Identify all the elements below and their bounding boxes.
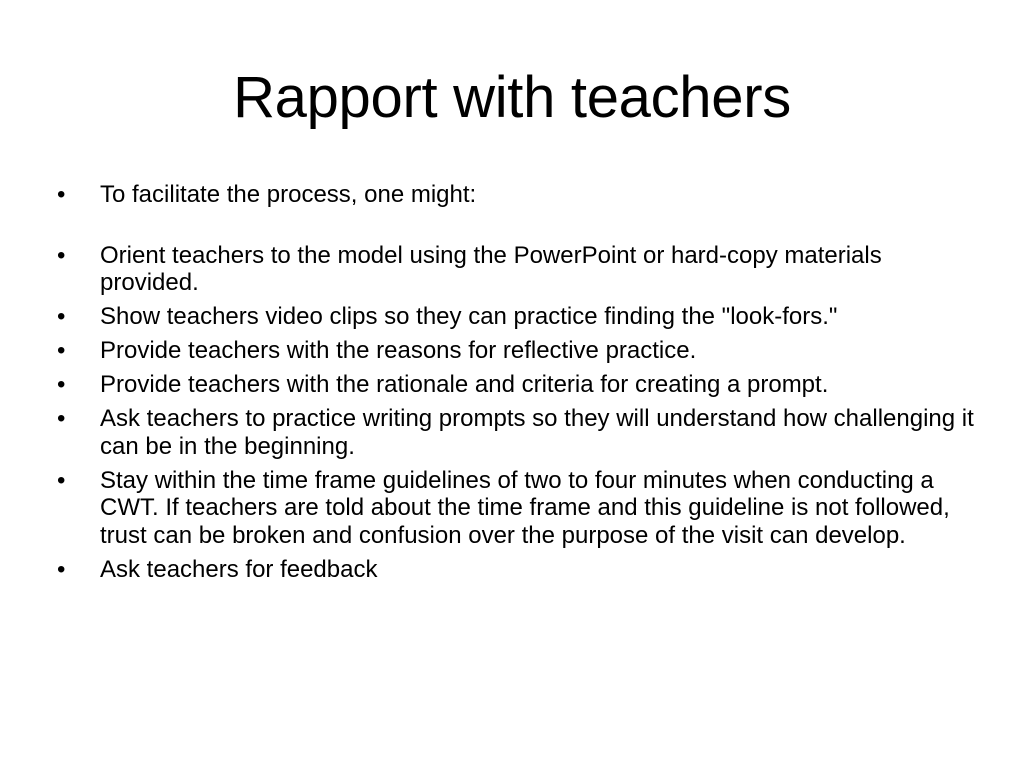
bullet-item [57, 405, 977, 460]
bullet-text: To facilitate the process, one might: [100, 181, 477, 208]
slide-title: Rapport with teachers [233, 65, 791, 130]
bullet-item [57, 467, 977, 550]
bullet-text: Ask teachers for feedback [100, 555, 378, 583]
bullet-dot-icon: • [57, 371, 66, 398]
bullet-list [57, 181, 977, 590]
bullet-item [57, 181, 977, 209]
bullet-dot-icon: • [57, 466, 66, 494]
bullet-text: Provide teachers with the rationale and criteria for creating a prompt. [100, 371, 829, 398]
bullet-dot-icon: • [57, 555, 66, 583]
bullet-text: Provide teachers with the reasons for reflective practice. [100, 337, 697, 364]
bullet-item [57, 371, 977, 399]
bullet-item [57, 242, 977, 297]
bullet-item [57, 337, 977, 365]
bullet-text: Ask teachers to practice writing prompts so they will understand how challenging it can be in the beginning. [100, 405, 974, 460]
bullet-item [57, 303, 977, 331]
bullet-text: Stay within the time frame guidelines of two to four minutes when conducting a CWT. If teachers are told about the time frame and this guideline is not followed, trust can be broken and confusion over the purpose of the visit can develop. [100, 466, 950, 549]
bullet-item [57, 556, 977, 584]
bullet-text: Show teachers video clips so they can practice finding the "look-fors." [100, 303, 838, 330]
bullet-dot-icon: • [57, 241, 66, 269]
bullet-text: Orient teachers to the model using the PowerPoint or hard-copy materials provided. [100, 241, 882, 296]
bullet-dot-icon: • [57, 337, 66, 364]
bullet-dot-icon: • [57, 303, 66, 330]
bullet-dot-icon: • [57, 181, 66, 208]
bullet-dot-icon: • [57, 405, 66, 432]
